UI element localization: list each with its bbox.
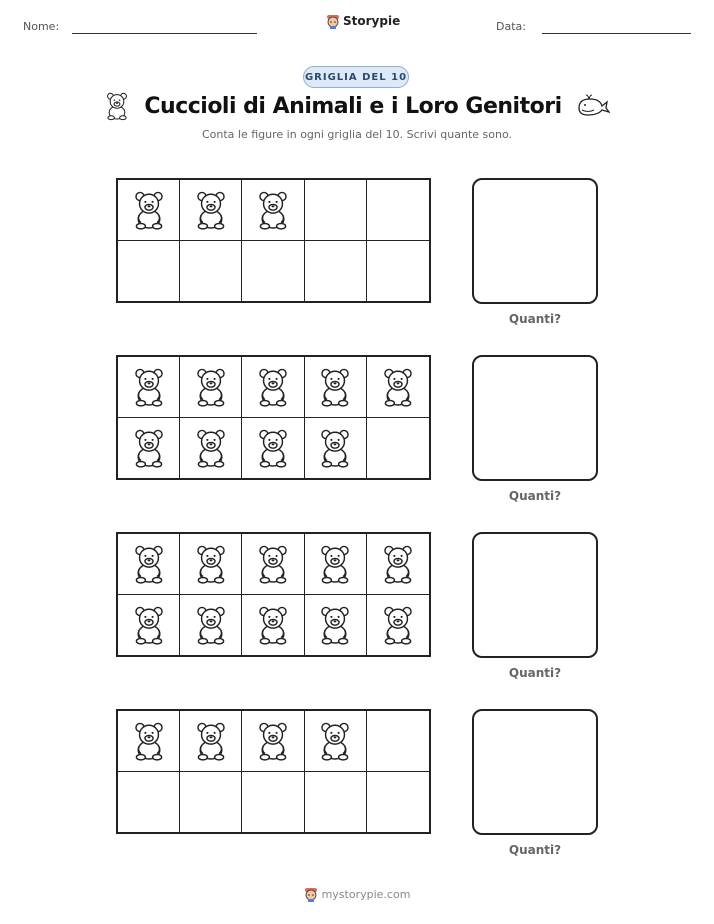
page-title: Cuccioli di Animali e i Loro Genitori: [144, 93, 562, 119]
frame-cell: [180, 772, 242, 833]
frame-cell: [118, 180, 180, 241]
bear-cub-icon: [131, 543, 167, 585]
title-row: [0, 91, 714, 121]
answer-box-2[interactable]: [472, 355, 598, 481]
bear-cub-icon: [380, 604, 416, 646]
frame-cell: [367, 711, 429, 772]
frame-cell: [367, 357, 429, 418]
frame-cell: [305, 241, 367, 302]
frame-cell: [305, 357, 367, 418]
ten-frame-3: [116, 532, 431, 657]
frame-cell: [180, 180, 242, 241]
frame-cell: [242, 357, 304, 418]
frame-cell: [242, 772, 304, 833]
bear-cub-icon: [193, 543, 229, 585]
answer-label-3: Quanti?: [508, 666, 562, 680]
frame-cell: [180, 711, 242, 772]
frame-cell: [242, 418, 304, 479]
answer-box-3[interactable]: [472, 532, 598, 658]
bear-cub-icon: [255, 189, 291, 231]
frame-cell: [305, 418, 367, 479]
answer-box-1[interactable]: [472, 178, 598, 304]
bear-cub-icon: [131, 189, 167, 231]
storypie-mascot-icon: [304, 886, 318, 902]
bear-cub-icon: [255, 604, 291, 646]
frame-cell: [180, 241, 242, 302]
bear-cub-icon: [317, 604, 353, 646]
frame-cell: [180, 534, 242, 595]
bear-cub-icon: [193, 189, 229, 231]
bear-cub-icon: [193, 720, 229, 762]
frame-cell: [242, 595, 304, 656]
answer-box-4[interactable]: [472, 709, 598, 835]
brand-name: Storypie: [343, 14, 401, 28]
bear-cub-icon: [255, 427, 291, 469]
instructions: Conta le figure in ogni griglia del 10. Scrivi quante sono.: [201, 128, 512, 141]
frame-cell: [367, 418, 429, 479]
frame-cell: [305, 180, 367, 241]
name-label: Nome:: [23, 20, 60, 33]
frame-cell: [180, 357, 242, 418]
whale-icon: [576, 94, 610, 118]
frame-cell: [242, 711, 304, 772]
bear-cub-icon: [131, 720, 167, 762]
frame-cell: [118, 595, 180, 656]
frame-cell: [367, 772, 429, 833]
date-line[interactable]: [542, 33, 691, 34]
frame-cell: [118, 534, 180, 595]
date-label: Data:: [496, 20, 526, 33]
ten-frame-4: [116, 709, 431, 834]
frame-cell: [118, 357, 180, 418]
bear-cub-icon: [317, 427, 353, 469]
bear-cub-icon: [317, 366, 353, 408]
bear-cub-icon: [193, 604, 229, 646]
frame-cell: [367, 534, 429, 595]
bear-cub-icon: [255, 543, 291, 585]
bear-cub-icon: [131, 604, 167, 646]
answer-label-2: Quanti?: [508, 489, 562, 503]
answer-label-4: Quanti?: [508, 843, 562, 857]
frame-cell: [242, 180, 304, 241]
brand-logo: [326, 13, 400, 29]
frame-cell: [118, 418, 180, 479]
footer: [0, 886, 714, 902]
frame-cell: [367, 595, 429, 656]
frame-cell: [180, 595, 242, 656]
ten-frame-1: [116, 178, 431, 303]
frame-cell: [367, 180, 429, 241]
worksheet-type-badge: GRIGLIA DEL 10: [303, 66, 409, 88]
bear-cub-icon: [317, 543, 353, 585]
storypie-mascot-icon: [326, 13, 340, 29]
frame-cell: [118, 711, 180, 772]
bear-cub-icon: [193, 366, 229, 408]
bear-cub-icon: [380, 543, 416, 585]
answer-label-1: Quanti?: [508, 312, 562, 326]
frame-cell: [242, 534, 304, 595]
frame-cell: [242, 241, 304, 302]
ten-frame-2: [116, 355, 431, 480]
bear-cub-icon: [317, 720, 353, 762]
frame-cell: [180, 418, 242, 479]
bear-cub-icon: [380, 366, 416, 408]
bear-cub-icon: [131, 427, 167, 469]
bear-cub-icon: [104, 91, 130, 121]
bear-cub-icon: [131, 366, 167, 408]
frame-cell: [305, 534, 367, 595]
bear-cub-icon: [255, 720, 291, 762]
frame-cell: [305, 772, 367, 833]
bear-cub-icon: [193, 427, 229, 469]
footer-url: mystorypie.com: [321, 887, 411, 901]
frame-cell: [118, 772, 180, 833]
frame-cell: [367, 241, 429, 302]
frame-cell: [305, 711, 367, 772]
frame-cell: [118, 241, 180, 302]
bear-cub-icon: [255, 366, 291, 408]
name-line[interactable]: [72, 33, 257, 34]
frame-cell: [305, 595, 367, 656]
